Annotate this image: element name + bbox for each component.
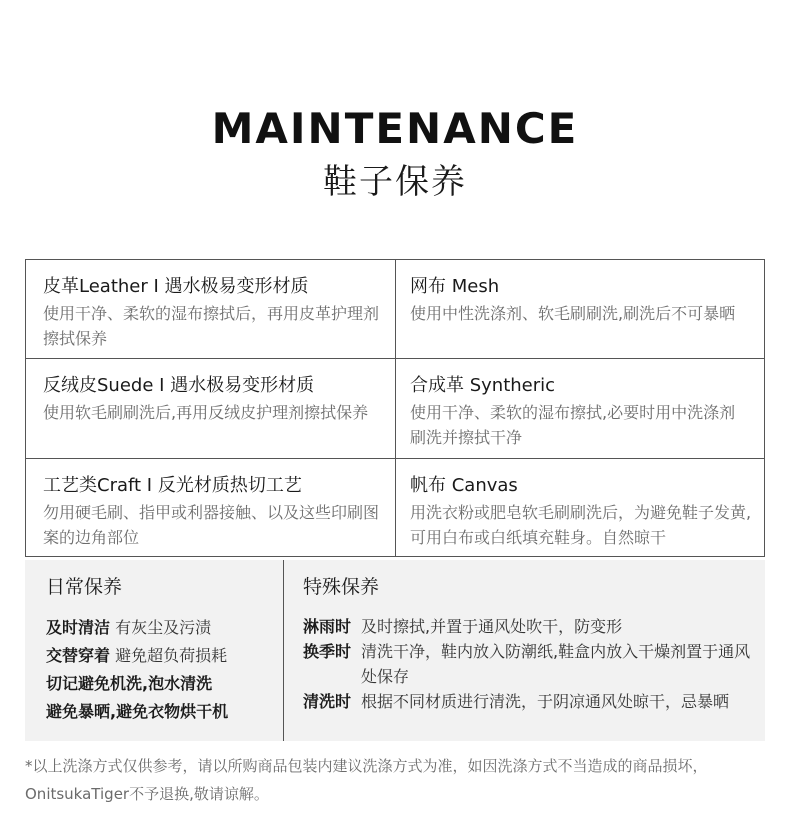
daily-care bbox=[46, 574, 228, 726]
material-title: 皮革Leather I 遇水极易变形材质 bbox=[43, 276, 309, 297]
special-care-text: 清洗干净，鞋内放入防潮纸,鞋盒内放入干燥剂置于通风处保存 bbox=[361, 642, 751, 686]
material-title: 反绒皮Suede I 遇水极易变形材质 bbox=[43, 375, 315, 396]
daily-care-item bbox=[46, 670, 228, 698]
material-description: 用洗衣粉或肥皂软毛刷刷洗后，为避免鞋子发黄,可用白布或白纸填充鞋身。自然晾干 bbox=[410, 503, 752, 547]
special-care-key: 清洗时 bbox=[303, 692, 352, 711]
material-title: 合成革 Syntheric bbox=[410, 375, 556, 396]
material-description: 使用中性洗涤剂、软毛刷刷洗,刷洗后不可暴晒 bbox=[410, 304, 736, 323]
daily-care-item bbox=[46, 698, 228, 726]
special-care-heading: 特殊保养 bbox=[303, 576, 380, 598]
care-panel bbox=[25, 560, 765, 741]
daily-care-key: 切记避免机洗,泡水清洗 bbox=[46, 674, 213, 693]
material-description: 使用软毛刷刷洗后,再用反绒皮护理剂擦拭保养 bbox=[43, 403, 369, 422]
daily-care-key: 避免暴晒,避免衣物烘干机 bbox=[46, 702, 229, 721]
material-title: 工艺类Craft I 反光材质热切工艺 bbox=[43, 475, 302, 496]
daily-care-item bbox=[46, 642, 228, 670]
material-title: 帆布 Canvas bbox=[410, 475, 518, 496]
material-description: 勿用硬毛刷、指甲或利器接触、以及这些印刷图案的边角部位 bbox=[43, 503, 380, 547]
material-mesh bbox=[395, 260, 764, 358]
material-description: 使用干净、柔软的湿布擦拭,必要时用中洗涤剂刷洗并擦拭干净 bbox=[410, 403, 736, 447]
daily-care-key: 交替穿着 bbox=[46, 646, 111, 665]
daily-care-heading: 日常保养 bbox=[46, 576, 123, 598]
materials-grid bbox=[25, 259, 765, 557]
material-leather bbox=[26, 260, 395, 358]
material-craft bbox=[26, 458, 395, 556]
disclaimer-footnote: *以上洗涤方式仅供参考，请以所购商品包装内建议洗涤方式为准，如因洗涤方式不当造成的商品损坏，OnitsukaTiger不予退换,敬请谅解。 bbox=[25, 757, 708, 803]
material-suede bbox=[26, 358, 395, 458]
special-care-text: 根据不同材质进行清洗，于阴凉通风处晾干，忌暴晒 bbox=[361, 692, 730, 711]
special-care-item bbox=[303, 689, 763, 714]
special-care bbox=[303, 574, 763, 714]
special-care-item bbox=[303, 639, 763, 689]
daily-care-key: 及时清洁 bbox=[46, 618, 111, 637]
special-care-text: 及时擦拭,并置于通风处吹干，防变形 bbox=[361, 617, 623, 636]
daily-care-item bbox=[46, 614, 228, 642]
material-canvas bbox=[395, 458, 764, 556]
page-title: MAINTENANCE bbox=[211, 104, 579, 153]
material-synthetic bbox=[395, 358, 764, 458]
care-divider bbox=[283, 560, 284, 741]
special-care-item bbox=[303, 614, 763, 639]
daily-care-text: 避免超负荷损耗 bbox=[110, 646, 228, 665]
daily-care-text: 有灰尘及污渍 bbox=[110, 618, 212, 637]
material-title: 网布 Mesh bbox=[410, 276, 500, 297]
material-description: 使用干净、柔软的湿布擦拭后，再用皮革护理剂擦拭保养 bbox=[43, 304, 380, 348]
page-subtitle: 鞋子保养 bbox=[323, 162, 467, 202]
special-care-key: 换季时 bbox=[303, 642, 352, 661]
special-care-key: 淋雨时 bbox=[303, 617, 352, 636]
